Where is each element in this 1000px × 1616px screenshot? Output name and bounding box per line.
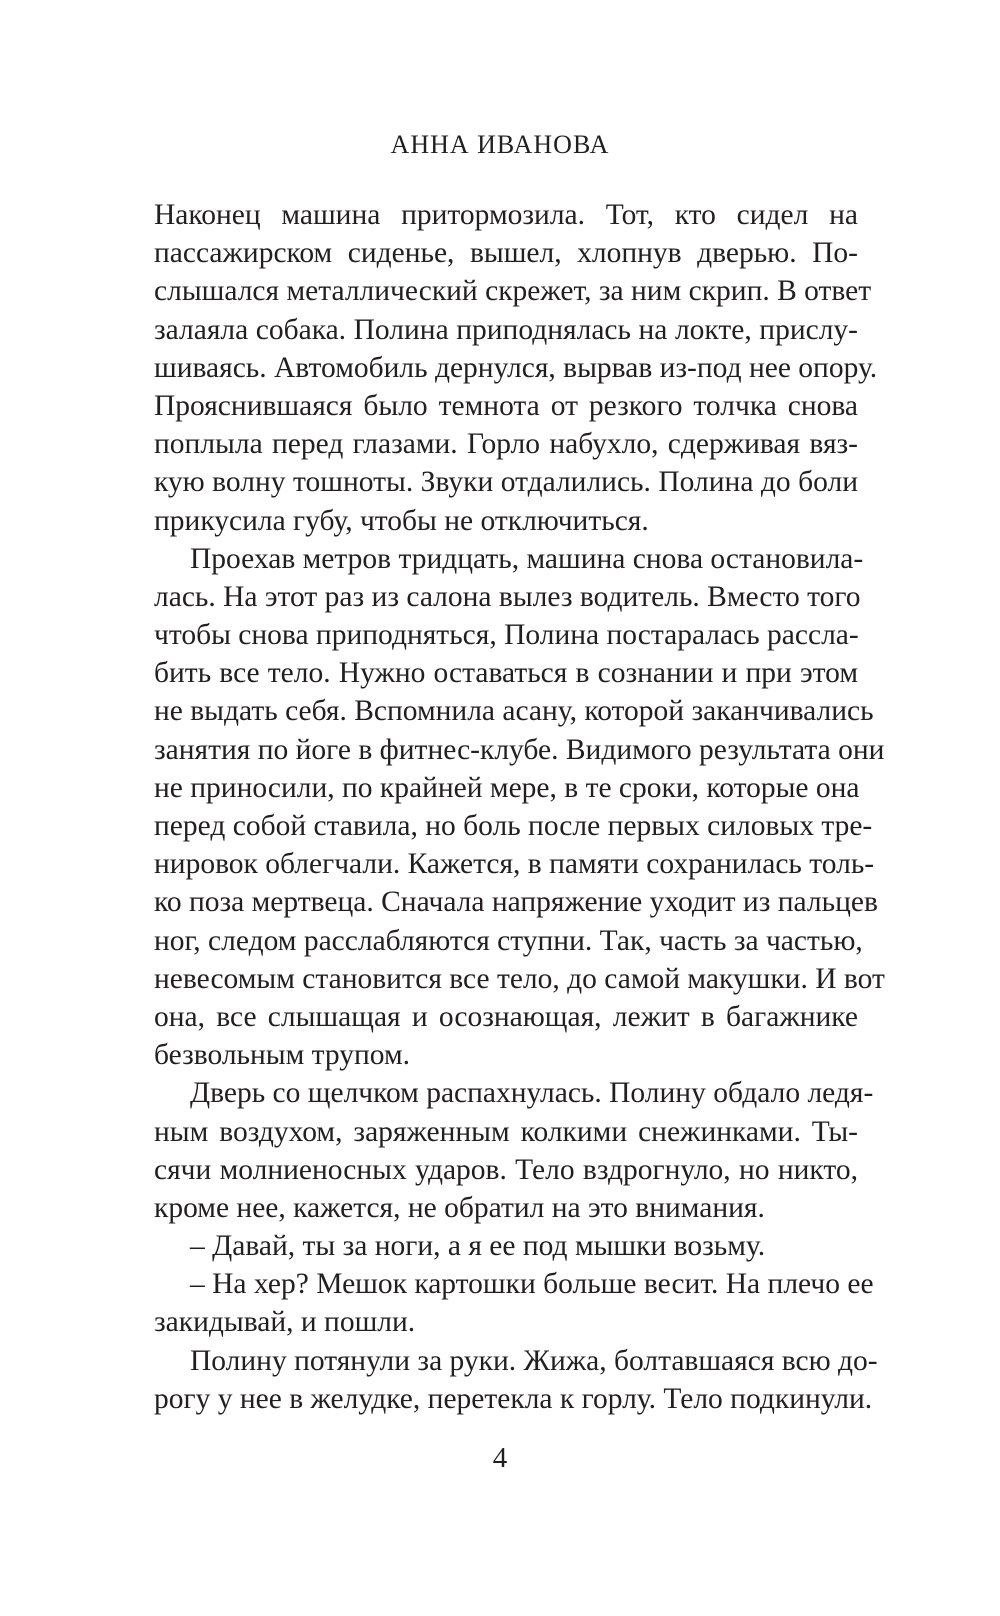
- text-line: бить все тело. Нужно оставаться в сознании и при этом: [154, 657, 858, 690]
- text-line: слышался металлический скрежет, за ним скрип. В ответ: [154, 275, 872, 308]
- text-line: занятия по йоге в фитнес-клубе. Видимого результата они: [154, 733, 885, 766]
- text-line: невесомым становится все тело, до самой макушки. И вот: [154, 962, 885, 995]
- text-line: не приносили, по крайней мере, в те сроки, которые она: [154, 771, 860, 804]
- text-line: не выдать себя. Вспомнила асану, которой заканчивались: [154, 695, 874, 728]
- text-line: ным воздухом, заряженным колкими снежинками. Ты-: [154, 1115, 858, 1148]
- text-line: безвольным трупом.: [154, 1039, 411, 1072]
- text-line: пассажирском сиденье, вышел, хлопнув дверью. По-: [154, 237, 858, 270]
- text-line: кроме нее, кажется, не обратил на это внимания.: [154, 1191, 765, 1224]
- dialogue-line: – Давай, ты за ноги, а я ее под мышки возьму.: [190, 1230, 766, 1263]
- page-number: 4: [492, 1442, 508, 1474]
- text-line: рогу у нее в желудке, перетекла к горлу. Тело подкинули.: [154, 1382, 873, 1415]
- running-header-author: АННА ИВАНОВА: [390, 130, 610, 159]
- text-line: Дверь со щелчком распахнулась. Полину обдало ледя-: [190, 1077, 874, 1110]
- text-line: сячи молниеносных ударов. Тело вздрогнуло, но никто,: [154, 1153, 858, 1186]
- text-line: она, все слышащая и осознающая, лежит в багажнике: [154, 1000, 858, 1033]
- text-line: перед собой ставила, но боль после первых силовых тре-: [154, 810, 873, 842]
- text-line: кую волну тошноты. Звуки отдалились. Полина до боли: [154, 466, 858, 499]
- text-line: Прояснившаяся было темнота от резкого толчка снова: [154, 389, 858, 422]
- text-line: прикусила губу, чтобы не отключиться.: [154, 504, 649, 537]
- text-line: шиваясь. Автомобиль дернулся, вырвав из-под нее опору.: [154, 351, 878, 384]
- text-line: Проехав метров тридцать, машина снова остановила-: [190, 542, 864, 575]
- text-line: лась. На этот раз из салона вылез водитель. Вместо того: [154, 580, 861, 613]
- text-line: залаяла собака. Полина приподнялась на локте, прислу-: [154, 313, 858, 346]
- body-text: [154, 196, 885, 1418]
- text-line: Полину потянули за руки. Жижа, болтавшаяся всю до-: [190, 1344, 878, 1377]
- text-line: ног, следом расслабляются ступни. Так, часть за частью,: [154, 924, 863, 957]
- text-line: нировок облегчали. Кажется, в памяти сохранилась толь-: [154, 848, 875, 881]
- text-line: чтобы снова приподняться, Полина постаралась рассла-: [154, 619, 859, 652]
- text-line: ко поза мертвеца. Сначала напряжение уходит из пальцев: [154, 886, 878, 919]
- text-line: Наконец машина притормозила. Тот, кто сидел на: [154, 199, 858, 231]
- dialogue-line: закидывай, и пошли.: [154, 1306, 416, 1339]
- text-line: поплыла перед глазами. Горло набухло, сдерживая вяз-: [154, 428, 858, 461]
- dialogue-line: – На хер? Мешок картошки больше весит. На плечо ее: [190, 1268, 874, 1301]
